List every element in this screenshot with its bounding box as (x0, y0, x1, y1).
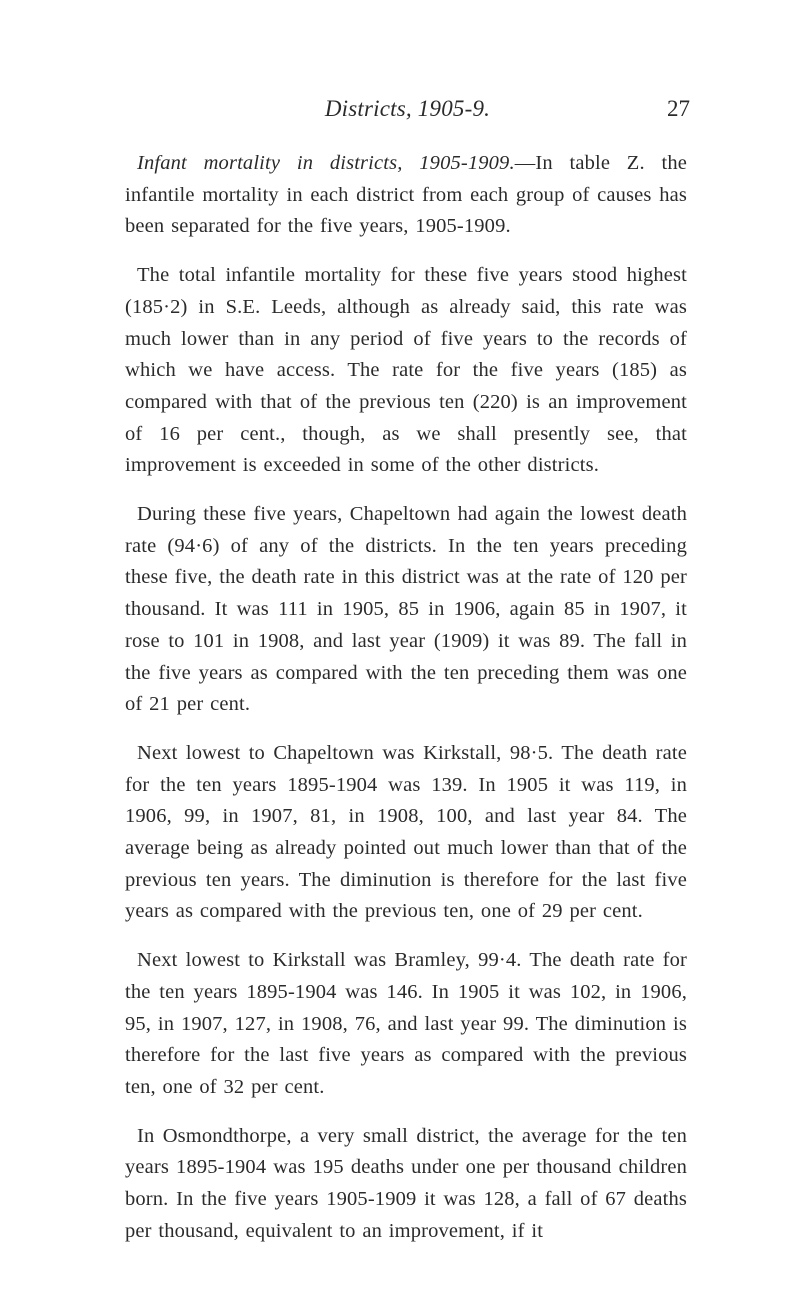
paragraph-2: The total infantile mortality for these five years stood highest (185·2) in S.E. Leeds, although as already said, this rate was much lower than in any period of five years to the records of which we have access. The rate for the five years (185) as compared with that of the previous ten (220) is an improvement of 16 per cent., though, as we shall presently see, that improvement is exceeded in some of the other districts. (125, 264, 687, 477)
running-title: Districts, 1905-9. (324, 96, 491, 121)
page-number: 27 (667, 96, 690, 121)
paragraph-6: In Osmondthorpe, a very small district, the average for the ten years 1895-1904 was 195 deaths under one per thousand children born. In the five years 1905-1909 it was 128, a fall of 67 deaths per thousand, equivalent to an improvement, if it (125, 1124, 687, 1242)
running-head (125, 96, 690, 136)
paragraph-3: During these five years, Chapeltown had again the lowest death rate (94·6) of any of the districts. In the ten years preceding these five, the death rate in this district was at the rate of 120 per thousand. It was 111 in 1905, 85 in 1906, again 85 in 1907, it rose to 101 in 1908, and last year (1909) it was 89. The fall in the five years as compared with the ten preceding them was one of 21 per cent. (125, 503, 687, 716)
paragraph-1-text: —In table Z. the infantile mortality in each district from each group of causes has been separated for the five years, 1905-1909. (125, 152, 687, 238)
body-text (125, 148, 687, 1265)
paragraph-5: Next lowest to Kirkstall was Bramley, 99·4. The death rate for the ten years 1895-1904 was 146. In 1905 it was 102, in 1906, 95, in 1907, 127, in 1908, 76, and last year 99. The diminution is therefore for the last five years as compared with the previous ten, one of 32 per cent. (125, 949, 687, 1098)
paragraph-1 (125, 148, 687, 243)
paragraph-4: Next lowest to Chapeltown was Kirkstall, 98·5. The death rate for the ten years 1895-1904 was 139. In 1905 it was 119, in 1906, 99, in 1907, 81, in 1908, 100, and last year 84. The average being as already pointed out much lower than that of the previous ten years. The diminution is therefore for the last five years as compared with the previous ten, one of 29 per cent. (125, 741, 687, 923)
section-heading: Infant mortality in districts, 1905-1909. (137, 152, 515, 174)
